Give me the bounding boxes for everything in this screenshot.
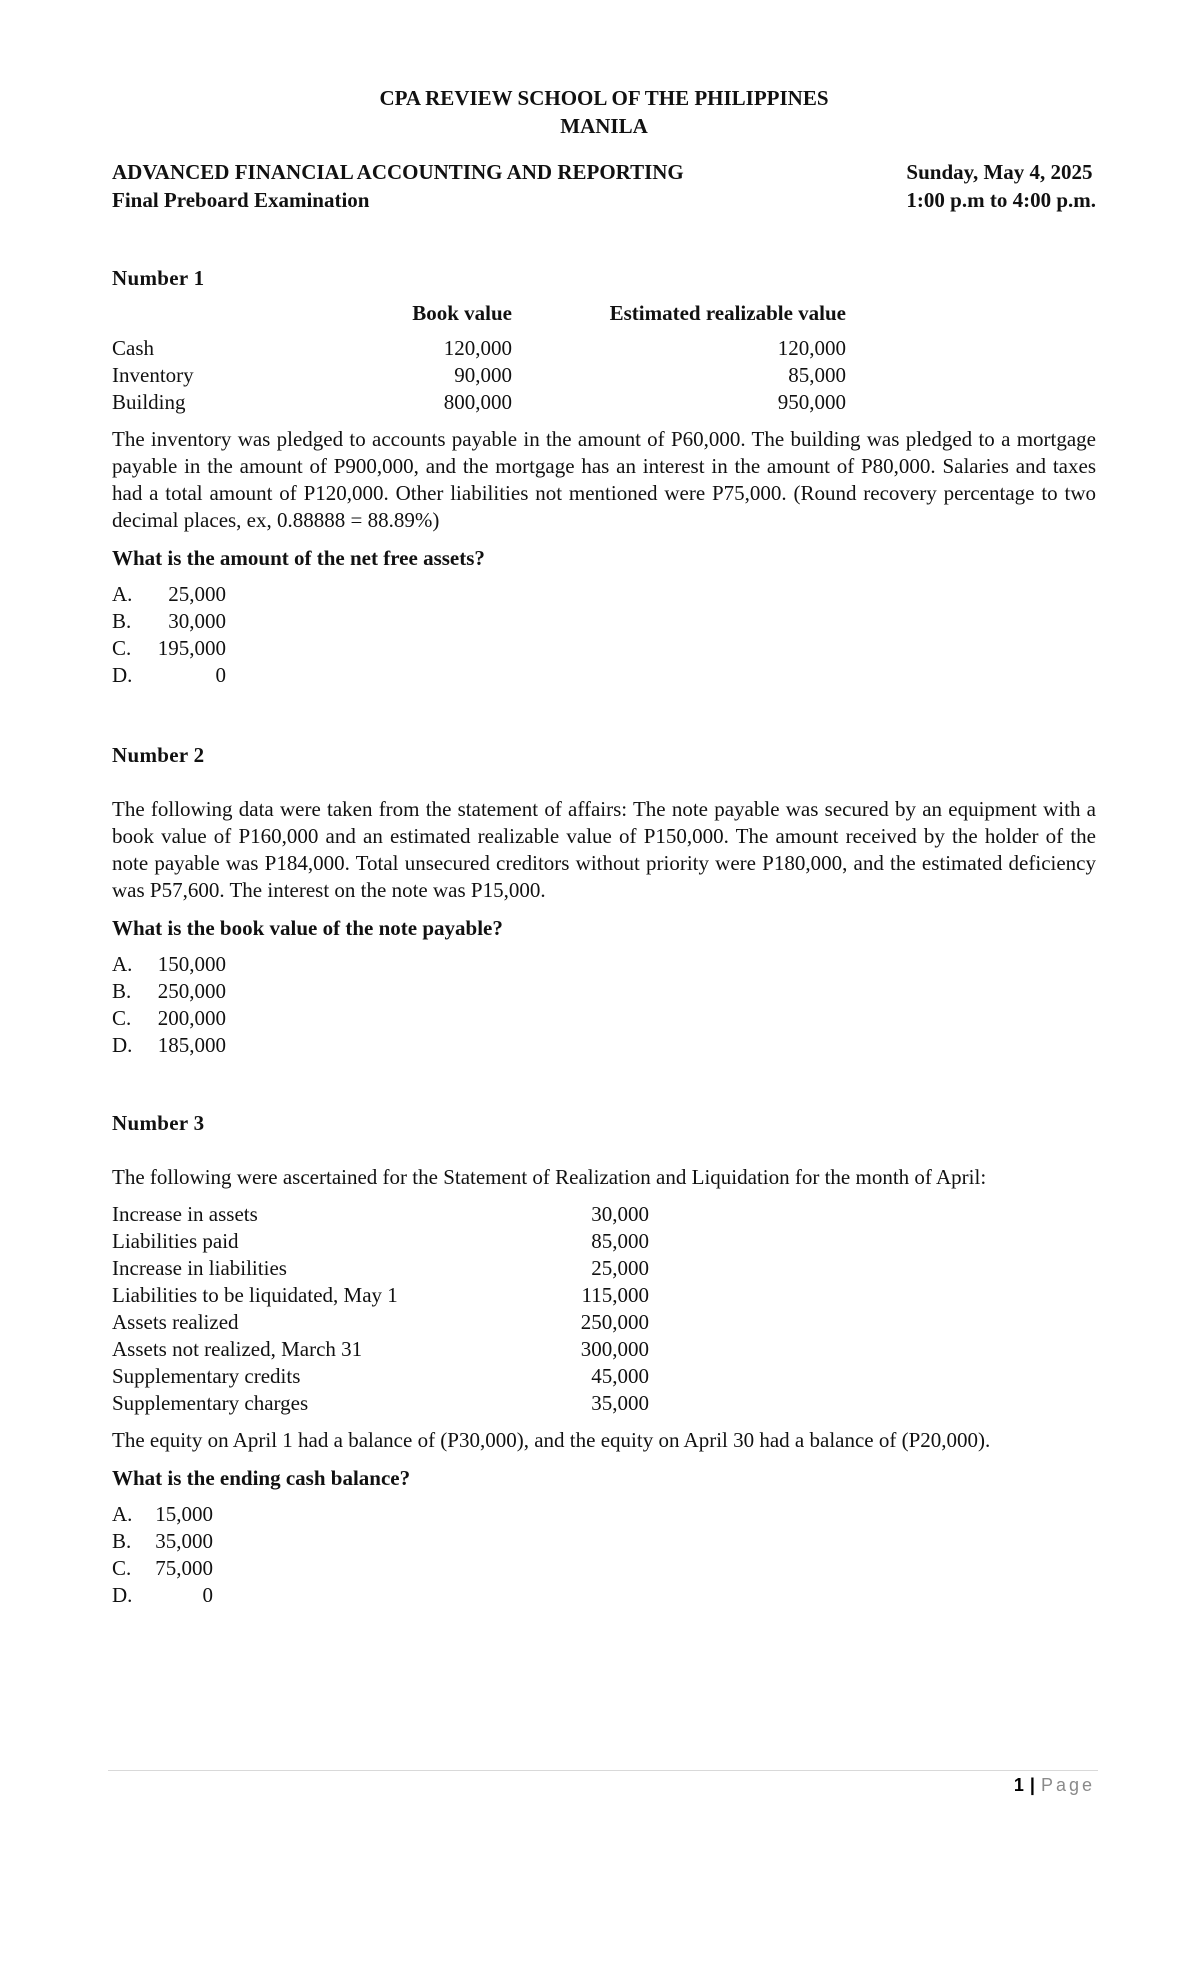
option-b[interactable] [112,1528,1096,1555]
table-row [112,1255,649,1282]
exam-date: Sunday, May 4, 2025 [906,160,1093,184]
option-a[interactable] [112,951,1096,978]
table-cell: 30,000 [591,1202,649,1226]
table-cell: 300,000 [580,1337,649,1361]
table-cell: Assets not realized, March 31 [112,1337,363,1361]
question-1-prompt: What is the amount of the net free assets? [112,546,485,570]
table-row [112,1282,649,1309]
table-row [112,389,846,416]
table-row [112,1363,649,1390]
option-value: 25,000 [168,582,226,606]
table-header-cell [112,301,312,335]
option-letter: A. [112,1502,133,1526]
option-value: 75,000 [155,1556,213,1580]
option-value: 15,000 [155,1502,213,1526]
question-2-prompt: What is the book value of the note payable? [112,916,503,940]
table-cell: Supplementary credits [112,1364,301,1388]
question-3-prompt: What is the ending cash balance? [112,1466,411,1490]
table-cell: 115,000 [581,1283,649,1307]
table-row [112,1228,649,1255]
school-city: MANILA [560,114,648,138]
exam-header-right [906,158,1096,214]
table-row [112,1390,649,1417]
table-row [112,1336,649,1363]
table-row [112,1201,649,1228]
option-value: 0 [202,1583,213,1607]
option-value: 185,000 [157,1033,226,1057]
table-cell: Inventory [112,363,194,387]
table-cell: Building [112,390,186,414]
option-c[interactable] [112,1005,1096,1032]
question-2-title: Number 2 [112,743,205,767]
q1-asset-table [112,301,846,416]
table-header-cell: Book value [412,301,512,325]
question-1-title: Number 1 [112,266,205,290]
option-letter: D. [112,663,133,687]
page-footer [1014,1775,1095,1796]
option-value: 200,000 [157,1006,226,1030]
table-cell: Increase in liabilities [112,1256,287,1280]
question-2-options [112,951,1096,1059]
table-cell: 120,000 [443,336,512,360]
option-value: 150,000 [157,952,226,976]
exam-time: 1:00 p.m to 4:00 p.m. [906,188,1096,212]
table-cell: Increase in assets [112,1202,258,1226]
page-label: Page [1040,1775,1095,1795]
option-value: 35,000 [155,1529,213,1553]
option-d[interactable] [112,1032,1096,1059]
option-letter: B. [112,609,132,633]
option-a[interactable] [112,581,1096,608]
table-cell: 800,000 [443,390,512,414]
option-letter: A. [112,952,133,976]
option-a[interactable] [112,1501,1096,1528]
exam-page [112,84,1096,1609]
option-letter: B. [112,1529,132,1553]
question-3-options [112,1501,1096,1609]
option-c[interactable] [112,635,1096,662]
footer-divider [108,1770,1098,1771]
table-row [112,1309,649,1336]
table-cell: 35,000 [591,1391,649,1415]
exam-header [112,158,1096,214]
page-number: 1 [1013,1775,1025,1795]
table-header-cell: Estimated realizable value [609,301,846,325]
option-letter: C. [112,636,132,660]
table-cell: Liabilities paid [112,1229,239,1253]
option-value: 0 [215,663,226,687]
question-1-text: The inventory was pledged to accounts payable in the amount of P60,000. The building was pledged to a mortgage payable in the amount of P900,000, and the mortgage has an interest in the amount of P80,000. Salaries and taxes had a total amount of P120,000. Other liabilities not mentioned were P75,000. (Round recovery percentage to two decimal places, ex, 0.88888 = 88.89%) [112,427,1096,532]
table-row [112,362,846,389]
table-cell: 85,000 [788,363,846,387]
option-letter: C. [112,1556,132,1580]
table-cell: Liabilities to be liquidated, May 1 [112,1283,398,1307]
table-cell: Cash [112,336,154,360]
q3-data-table [112,1201,649,1417]
question-3-text: The following were ascertained for the Statement of Realization and Liquidation for the month of April: [112,1165,987,1189]
option-letter: D. [112,1033,133,1057]
question-2-text: The following data were taken from the statement of affairs: The note payable was secured by an equipment with a book value of P160,000 and an estimated realizable value of P150,000. The amount received by the holder of the note payable was P184,000. Total unsecured creditors without priority were P180,000, and the estimated deficiency was P57,600. The interest on the note was P15,000. [112,797,1096,902]
exam-header-left [112,158,684,214]
option-letter: B. [112,979,132,1003]
option-letter: D. [112,1583,133,1607]
table-header-row [112,301,846,335]
table-cell: Supplementary charges [112,1391,309,1415]
school-name: CPA REVIEW SCHOOL OF THE PHILIPPINES [379,86,829,110]
table-row [112,335,846,362]
table-cell: 950,000 [777,390,846,414]
exam-name: Final Preboard Examination [112,188,370,212]
option-d[interactable] [112,1582,1096,1609]
option-b[interactable] [112,978,1096,1005]
table-cell: Assets realized [112,1310,239,1334]
option-value: 30,000 [168,609,226,633]
page-separator: | [1029,1775,1036,1795]
option-d[interactable] [112,662,1096,689]
option-value: 250,000 [157,979,226,1003]
table-cell: 90,000 [454,363,512,387]
table-cell: 120,000 [777,336,846,360]
option-c[interactable] [112,1555,1096,1582]
question-3-text-2: The equity on April 1 had a balance of (P30,000), and the equity on April 30 had a balance of (P20,000). [112,1428,991,1452]
option-value: 195,000 [157,636,226,660]
question-3-title: Number 3 [112,1111,205,1135]
subject-title: ADVANCED FINANCIAL ACCOUNTING AND REPORTING [112,160,684,184]
option-letter: A. [112,582,133,606]
table-cell: 250,000 [580,1310,649,1334]
option-b[interactable] [112,608,1096,635]
option-letter: C. [112,1006,132,1030]
table-cell: 25,000 [591,1256,649,1280]
question-1-options [112,581,1096,689]
table-cell: 45,000 [591,1364,649,1388]
table-cell: 85,000 [591,1229,649,1253]
